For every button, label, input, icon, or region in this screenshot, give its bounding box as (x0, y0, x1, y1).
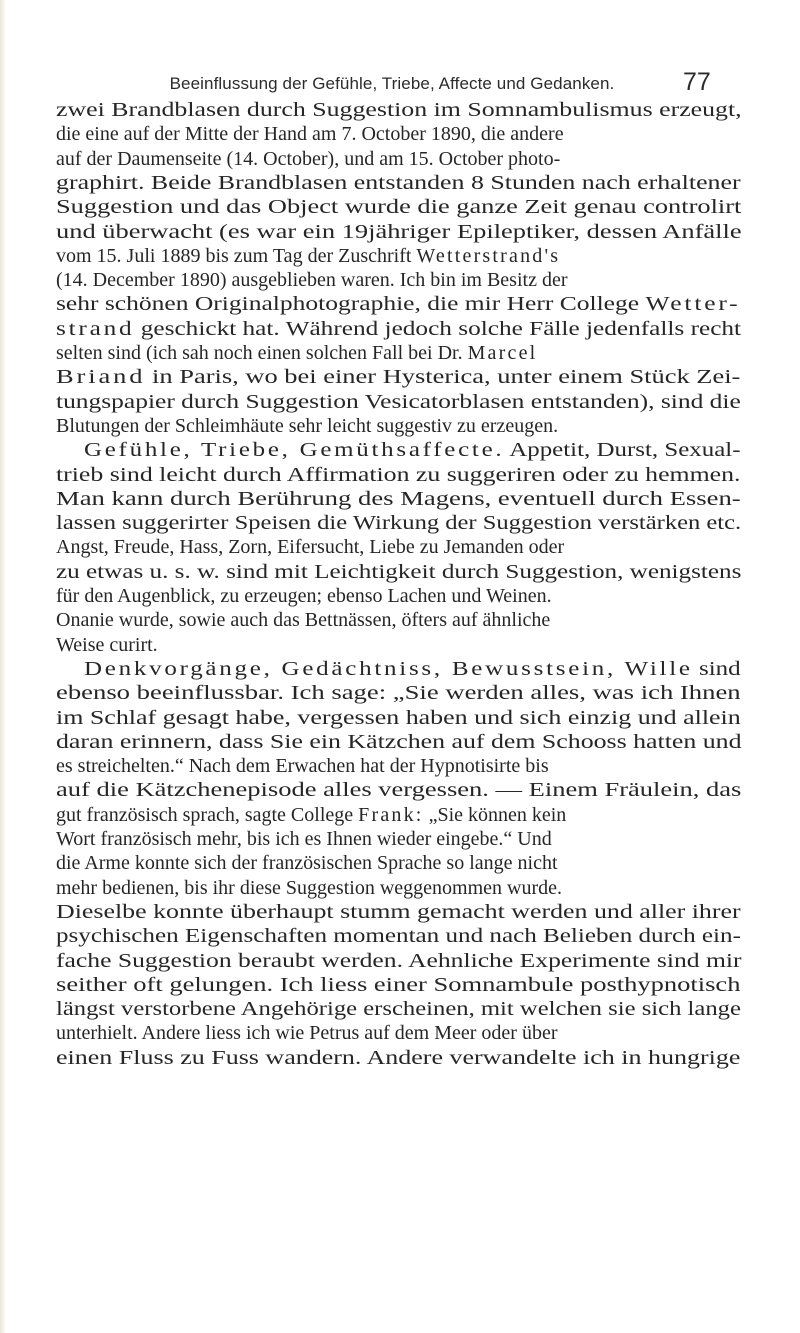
text-line (56, 1021, 558, 1045)
text-line (56, 390, 741, 414)
text-line (56, 560, 741, 584)
text-line (56, 949, 742, 973)
text-segment: auf die Kätzchenepisode alles vergessen. — Einem Fräulein, das (56, 779, 742, 802)
text-line (56, 341, 537, 365)
text-segment: selten sind (ich sah noch einen solchen Fall bei Dr. (56, 342, 468, 364)
text-segment: zu etwas u. s. w. sind mit Leichtigkeit durch Suggestion, wenigstens (56, 560, 742, 583)
text-line (56, 584, 552, 608)
text-line (84, 438, 741, 462)
text-line (56, 778, 741, 802)
text-segment: lassen suggerirter Speisen die Wirkung der Suggestion verstärken etc. (56, 512, 742, 535)
text-line (56, 706, 741, 730)
running-head: Beeinflussung der Gefühle, Triebe, Affecte und Gedanken. (169, 74, 615, 93)
text-segment: daran erinnern, dass Sie ein Kätzchen auf dem Schooss hatten und (56, 730, 742, 753)
text-line (56, 754, 549, 778)
text-line (56, 268, 567, 292)
text-segment: einen Fluss zu Fuss wandern. Andere verwandelte ich in hungrige (56, 1046, 741, 1069)
text-line (56, 681, 741, 705)
text-segment: und überwacht (es war ein 19jähriger Epileptiker, dessen Anfälle (56, 220, 742, 243)
text-segment: die Arme konnte sich der französischen Sprache so lange nicht (56, 852, 558, 875)
spaced-emphasis: Frank: (358, 803, 424, 826)
text-segment: Suggestion und das Object wurde die ganze Zeit genau controlirt (56, 196, 742, 219)
spaced-emphasis: strand (56, 317, 135, 340)
text-segment: Onanie wurde, sowie auch das Bettnässen, öfters auf ähnliche (56, 609, 551, 632)
text-line (56, 633, 158, 657)
text-line (56, 487, 741, 511)
text-line (56, 608, 550, 632)
text-line (56, 1046, 740, 1070)
text-line (56, 171, 741, 195)
text-segment: Man kann durch Berührung des Magens, eventuell durch Essen- (56, 487, 741, 510)
text-segment: zwei Brandblasen durch Suggestion im Somnambulismus erzeugt, (56, 99, 742, 121)
spaced-emphasis: Marcel (467, 342, 538, 364)
text-segment: Appetit, Durst, Sexual- (504, 439, 741, 462)
text-line (56, 924, 741, 948)
text-line (56, 244, 560, 268)
text-line (56, 414, 558, 438)
text-line (56, 195, 741, 219)
text-segment: Angst, Freude, Hass, Zorn, Eifersucht, Liebe zu Jemanden oder (56, 536, 565, 559)
text-line (56, 535, 564, 559)
spaced-emphasis: Briand (56, 366, 146, 389)
text-segment: längst verstorbene Angehörige erscheinen, mit welchen sie sich lange (56, 998, 741, 1021)
text-segment: mehr bedienen, bis ihr diese Suggestion weggenommen wurde. (56, 876, 562, 899)
text-segment: trieb sind leicht durch Affirmation zu suggeriren oder zu hemmen. (56, 463, 741, 486)
text-line (56, 997, 741, 1021)
spaced-emphasis: Wetter- (645, 293, 741, 316)
text-line (56, 900, 741, 924)
text-line (56, 220, 742, 244)
text-segment: auf der Daumenseite (14. October), und am 15. October photo- (56, 147, 561, 170)
text-segment: Dieselbe konnte überhaupt stumm gemacht werden und aller ihrer (56, 900, 741, 923)
text-segment: geschickt hat. Während jedoch solche Fälle jedenfalls recht (134, 317, 742, 340)
text-segment: ebenso beeinflussbar. Ich sage: „Sie werden alles, was ich Ihnen (56, 682, 741, 705)
text-segment: tungspapier durch Suggestion Vesicatorblasen entstanden), sind die (56, 390, 741, 413)
text-line (56, 803, 566, 827)
text-line (56, 730, 742, 754)
text-line (56, 973, 740, 997)
spaced-emphasis: Gefühle, Triebe, Gemüthsaffecte. (84, 439, 505, 462)
text-line (56, 147, 560, 171)
text-segment: sind (692, 657, 741, 680)
text-segment: die eine auf der Mitte der Hand am 7. October 1890, die andere (56, 123, 564, 146)
text-segment: (14. December 1890) ausgeblieben waren. Ich bin im Besitz der (56, 269, 568, 292)
text-segment: Blutungen der Schleimhäute sehr leicht suggestiv zu erzeugen. (56, 414, 559, 437)
page-number: 77 (683, 68, 711, 96)
text-segment: im Schlaf gesagt habe, vergessen haben und sich einzig und allein (56, 706, 741, 729)
text-line (56, 317, 741, 341)
text-line (84, 657, 741, 681)
text-segment: unterhielt. Andere liess ich wie Petrus auf dem Meer oder über (56, 1022, 558, 1045)
text-segment: für den Augenblick, zu erzeugen; ebenso Lachen und Weinen. (56, 585, 552, 607)
text-line (56, 98, 742, 122)
text-segment: in Paris, wo bei einer Hysterica, unter einem Stück Zei- (145, 366, 741, 389)
text-segment: sehr schönen Originalphotographie, die mir Herr College (56, 293, 646, 316)
text-segment: Weise curirt. (56, 633, 158, 656)
text-line (56, 851, 558, 875)
text-segment: psychischen Eigenschaften momentan und nach Belieben durch ein- (56, 925, 741, 948)
text-line (56, 827, 552, 851)
text-line (56, 511, 741, 535)
text-segment: Wort französisch mehr, bis ich es Ihnen wieder eingebe.“ Und (56, 828, 552, 850)
text-segment: „Sie können kein (423, 803, 567, 826)
text-segment: graphirt. Beide Brandblasen entstanden 8 Stunden nach erhaltener (56, 171, 741, 194)
page-edge-shadow (0, 0, 6, 1333)
text-line (56, 463, 740, 487)
text-segment: gut französisch sprach, sagte College (56, 803, 359, 826)
text-segment: vom 15. Juli 1889 bis zum Tag der Zuschrift (56, 244, 417, 267)
text-line (56, 365, 740, 389)
spaced-emphasis: Wetterstrand's (416, 244, 561, 267)
spaced-emphasis: Denkvorgänge, Gedächtniss, Bewusstsein, Wille (84, 657, 693, 680)
text-segment: seither oft gelungen. Ich liess einer Somnambule posthypnotisch (56, 973, 741, 996)
text-line (56, 292, 740, 316)
text-segment: es streichelten.“ Nach dem Erwachen hat der Hypnotisirte bis (56, 755, 549, 778)
text-line (56, 876, 562, 900)
text-segment: fache Suggestion beraubt werden. Aehnliche Experimente sind mir (56, 949, 742, 972)
text-line (56, 122, 564, 146)
